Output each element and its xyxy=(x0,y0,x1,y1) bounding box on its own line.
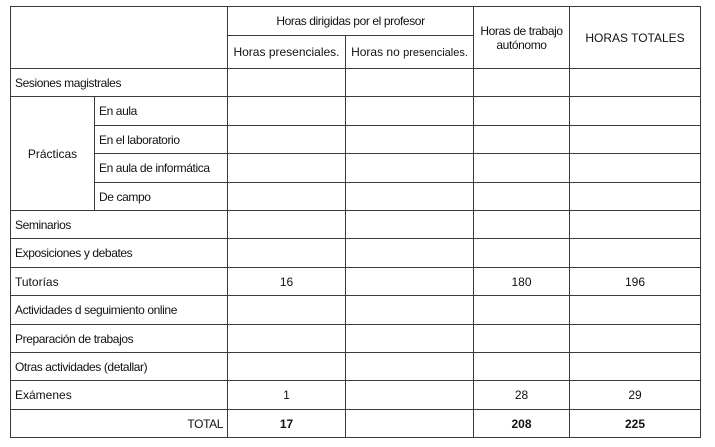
table-row xyxy=(11,211,701,239)
row-sublabel-informatica: En aula de informática xyxy=(95,154,228,183)
table-row xyxy=(11,154,701,183)
row-label-tutorias: Tutorías xyxy=(11,268,228,296)
table-row xyxy=(11,97,701,126)
cell-total-autonomo: 208 xyxy=(474,410,570,438)
row-sublabel-campo: De campo xyxy=(95,183,228,211)
row-label-total: TOTAL xyxy=(11,410,228,438)
table-row xyxy=(11,126,701,154)
row-sublabel-aula: En aula xyxy=(95,97,228,126)
cell-total-no-presenciales xyxy=(346,410,474,438)
cell-total-presenciales: 17 xyxy=(228,410,346,438)
header-autonomo: Horas de trabajo autónomo xyxy=(474,7,570,69)
row-sublabel-laboratorio: En el laboratorio xyxy=(95,126,228,154)
header-no-presenciales-a: Horas no xyxy=(351,44,400,59)
hours-distribution-table xyxy=(10,6,701,438)
cell-tutorias-no-presenciales xyxy=(346,268,474,296)
row-label-seguimiento: Actividades d seguimiento online xyxy=(11,296,228,325)
table-row xyxy=(11,239,701,268)
row-label-seminarios: Seminarios xyxy=(11,211,228,239)
row-label-sesiones: Sesiones magistrales xyxy=(11,69,228,97)
table-row xyxy=(11,268,701,296)
row-label-preparacion: Preparación de trabajos xyxy=(11,325,228,353)
cell-tutorias-totales: 196 xyxy=(570,268,701,296)
cell-tutorias-autonomo: 180 xyxy=(474,268,570,296)
header-group-title: Horas dirigidas por el profesor xyxy=(228,7,474,36)
row-label-examenes: Exámenes xyxy=(11,381,228,410)
header-empty-cell xyxy=(11,7,228,69)
header-no-presenciales-b: presenciales. xyxy=(403,46,468,59)
header-no-presenciales xyxy=(346,36,474,69)
row-label-exposiciones: Exposiciones y debates xyxy=(11,239,228,268)
row-label-practicas: Prácticas xyxy=(11,97,95,211)
table-row xyxy=(11,353,701,381)
row-label-otras: Otras actividades (detallar) xyxy=(11,353,228,381)
table-row xyxy=(11,325,701,353)
cell-examenes-autonomo: 28 xyxy=(474,381,570,410)
cell-examenes-no-presenciales xyxy=(346,381,474,410)
header-totales: HORAS TOTALES xyxy=(570,7,701,69)
header-row-1 xyxy=(11,7,701,36)
table-row xyxy=(11,69,701,97)
cell-examenes-presenciales: 1 xyxy=(228,381,346,410)
cell-tutorias-presenciales: 16 xyxy=(228,268,346,296)
table-row xyxy=(11,381,701,410)
cell-examenes-totales: 29 xyxy=(570,381,701,410)
total-row xyxy=(11,410,701,438)
header-presenciales: Horas presenciales. xyxy=(228,36,346,69)
table-row xyxy=(11,183,701,211)
cell-total-totales: 225 xyxy=(570,410,701,438)
table-row xyxy=(11,296,701,325)
